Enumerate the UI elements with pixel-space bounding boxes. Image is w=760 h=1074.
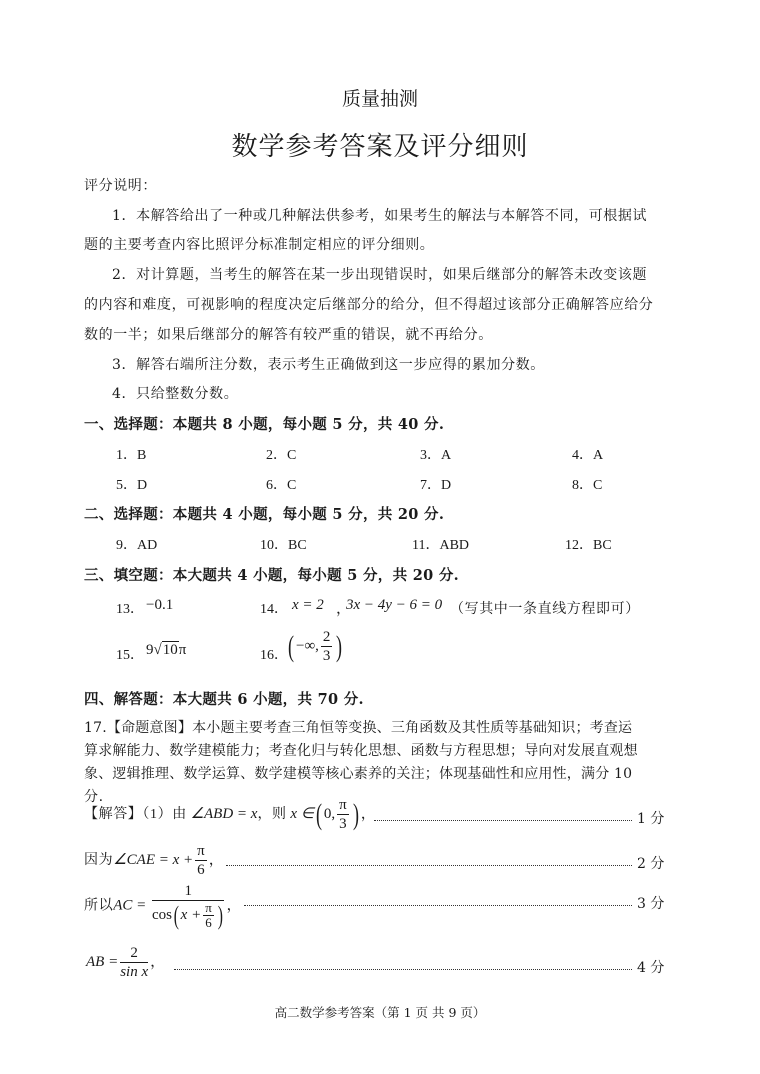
answer-13-value: −0.1 [146, 597, 174, 613]
note-2-line-1: 2．对计算题，当考生的解答在某一步出现错误时，如果后继部分的解答未改变该题 [112, 267, 648, 283]
answer-14-line-a: x = 2 [292, 597, 324, 613]
step-3-numerator: 1 [152, 882, 224, 901]
answer-13-number: 13． [116, 602, 144, 617]
answer-7: 7．D [420, 478, 452, 493]
step-2-numerator: π [197, 843, 205, 859]
step-4-end: ， [150, 953, 166, 970]
notes-heading: 评分说明： [84, 178, 157, 194]
answer-11: 11．ABD [412, 538, 470, 553]
answer-15-value [146, 642, 186, 659]
step-2-prefix: 因为 [84, 852, 114, 868]
step-3-inner: x + [180, 907, 202, 923]
leader-dots [244, 905, 632, 906]
step-4-score: 4 分 [637, 960, 665, 976]
answer-9: 9．AD [116, 538, 158, 553]
note-2-line-3: 数的一半；如果后继部分的解答有较严重的错误，就不再给分。 [84, 327, 493, 343]
step-4-denominator: sin x [120, 964, 149, 980]
q17-intent-line-2: 算求解能力、数学建模能力；考查化归与转化思想、函数与方程思想；导向对发展直观想 [84, 743, 638, 759]
answer-14-line-b: 3x − 4y − 6 = 0 [346, 597, 443, 613]
section-1-heading: 一、选择题：本题共 8 小题，每小题 5 分，共 40 分. [84, 416, 445, 433]
answer-14-note: （写其中一条直线方程即可） [450, 601, 640, 617]
note-1-line-1: 1．本解答给出了一种或几种解法供参考，如果考生的解法与本解答不同，可根据试 [112, 208, 648, 224]
step-1-lower: 0, [323, 805, 336, 822]
answer-15-pi: π [178, 642, 187, 658]
answer-12: 12．BC [565, 538, 612, 553]
answer-5: 5．D [116, 478, 148, 493]
step-3-inner-denominator: 6 [205, 915, 212, 931]
right-paren-icon: ) [352, 797, 359, 831]
q17-step-2 [84, 842, 224, 879]
answer-16-denominator: 3 [322, 648, 331, 664]
answer-4: 4．A [572, 448, 604, 463]
sqrt-icon: √ [153, 642, 162, 658]
step-2-end: ， [208, 851, 224, 868]
answer-15-coef: 9 [146, 642, 154, 658]
answer-3: 3．A [420, 448, 452, 463]
step-3-end: ， [226, 897, 242, 914]
step-4-lhs: AB = [86, 953, 119, 970]
step-1-score: 1 分 [637, 811, 665, 827]
note-3: 3．解答右端所注分数，表示考生正确做到这一步应得的累加分数。 [112, 357, 545, 373]
right-paren-icon: ) [336, 629, 343, 663]
right-paren-icon: ) [217, 900, 223, 930]
step-3-cos: cos [152, 907, 172, 923]
answer-15-number: 15． [116, 648, 144, 663]
left-paren-icon: ( [315, 797, 322, 831]
step-4-numerator: 2 [120, 944, 148, 963]
q17-intent-line-3: 象、逻辑推理、数学运算、数学建模等核心素养的关注；体现基础性和应用性，满分 10 [84, 766, 633, 782]
q17-step-3 [84, 882, 241, 930]
q17-intent-line-4: 分. [84, 789, 104, 805]
leader-dots [374, 820, 632, 821]
step-1-x: x ∈ [290, 805, 314, 822]
section-4-heading: 四、解答题：本大题共 6 小题，共 70 分. [84, 691, 364, 708]
q17-step-4 [86, 944, 165, 981]
section-2-heading: 二、选择题：本题共 4 小题，每小题 5 分，共 20 分. [84, 506, 445, 523]
note-1-line-2: 题的主要考查内容比照评分标准制定相应的评分细则。 [84, 237, 435, 253]
step-3-prefix: 所以 [84, 898, 114, 914]
answer-15-radicand: 10 [162, 642, 178, 658]
step-3-inner-numerator: π [205, 900, 212, 916]
step-2-score: 2 分 [637, 856, 665, 872]
answer-14-number: 14． [260, 602, 288, 617]
answer-10: 10．BC [260, 538, 307, 553]
answer-14-separator: ， [336, 601, 352, 617]
step-1-prefix: 【解答】（1）由 [84, 806, 187, 822]
q17-step-1 [84, 796, 376, 833]
step-1-equation: ∠ABD = x [190, 805, 258, 822]
step-1-denominator: 3 [339, 816, 347, 832]
page-title: 数学参考答案及评分细则 [231, 132, 529, 162]
step-3-score: 3 分 [637, 896, 665, 912]
answer-16-numerator: 2 [322, 629, 331, 645]
answer-16-inf: −∞, [296, 637, 319, 654]
left-paren-icon: ( [173, 900, 179, 930]
page-footer: 高二数学参考答案（第 1 页 共 9 页） [274, 1005, 486, 1020]
left-paren-icon: ( [288, 629, 294, 663]
q17-intent-line-1: 17.【命题意图】本小题主要考查三角恒等变换、三角函数及其性质等基础知识；考查运 [84, 720, 633, 736]
answer-2: 2．C [266, 448, 297, 463]
answer-16-number: 16． [260, 648, 288, 663]
answer-8: 8．C [572, 478, 603, 493]
note-2-line-2: 的内容和难度，可视影响的程度决定后继部分的给分，但不得超过该部分正确解答应给分 [84, 297, 654, 313]
step-1-end: ， [360, 805, 376, 822]
leader-dots [174, 969, 632, 970]
note-4: 4．只给整数分数。 [112, 386, 239, 402]
step-1-numerator: π [339, 797, 347, 813]
section-3-heading: 三、填空题：本大题共 4 小题，每小题 5 分，共 20 分. [84, 567, 459, 584]
exam-title: 质量抽测 [341, 88, 418, 110]
step-2-denominator: 6 [197, 862, 205, 878]
answer-16-value [286, 628, 344, 665]
step-3-lhs: AC = [113, 897, 147, 914]
leader-dots [226, 865, 632, 866]
answer-6: 6．C [266, 478, 297, 493]
step-1-mid: ，则 [257, 806, 287, 822]
step-2-equation: ∠CAE = x + [113, 851, 194, 868]
answer-1: 1．B [116, 448, 147, 463]
